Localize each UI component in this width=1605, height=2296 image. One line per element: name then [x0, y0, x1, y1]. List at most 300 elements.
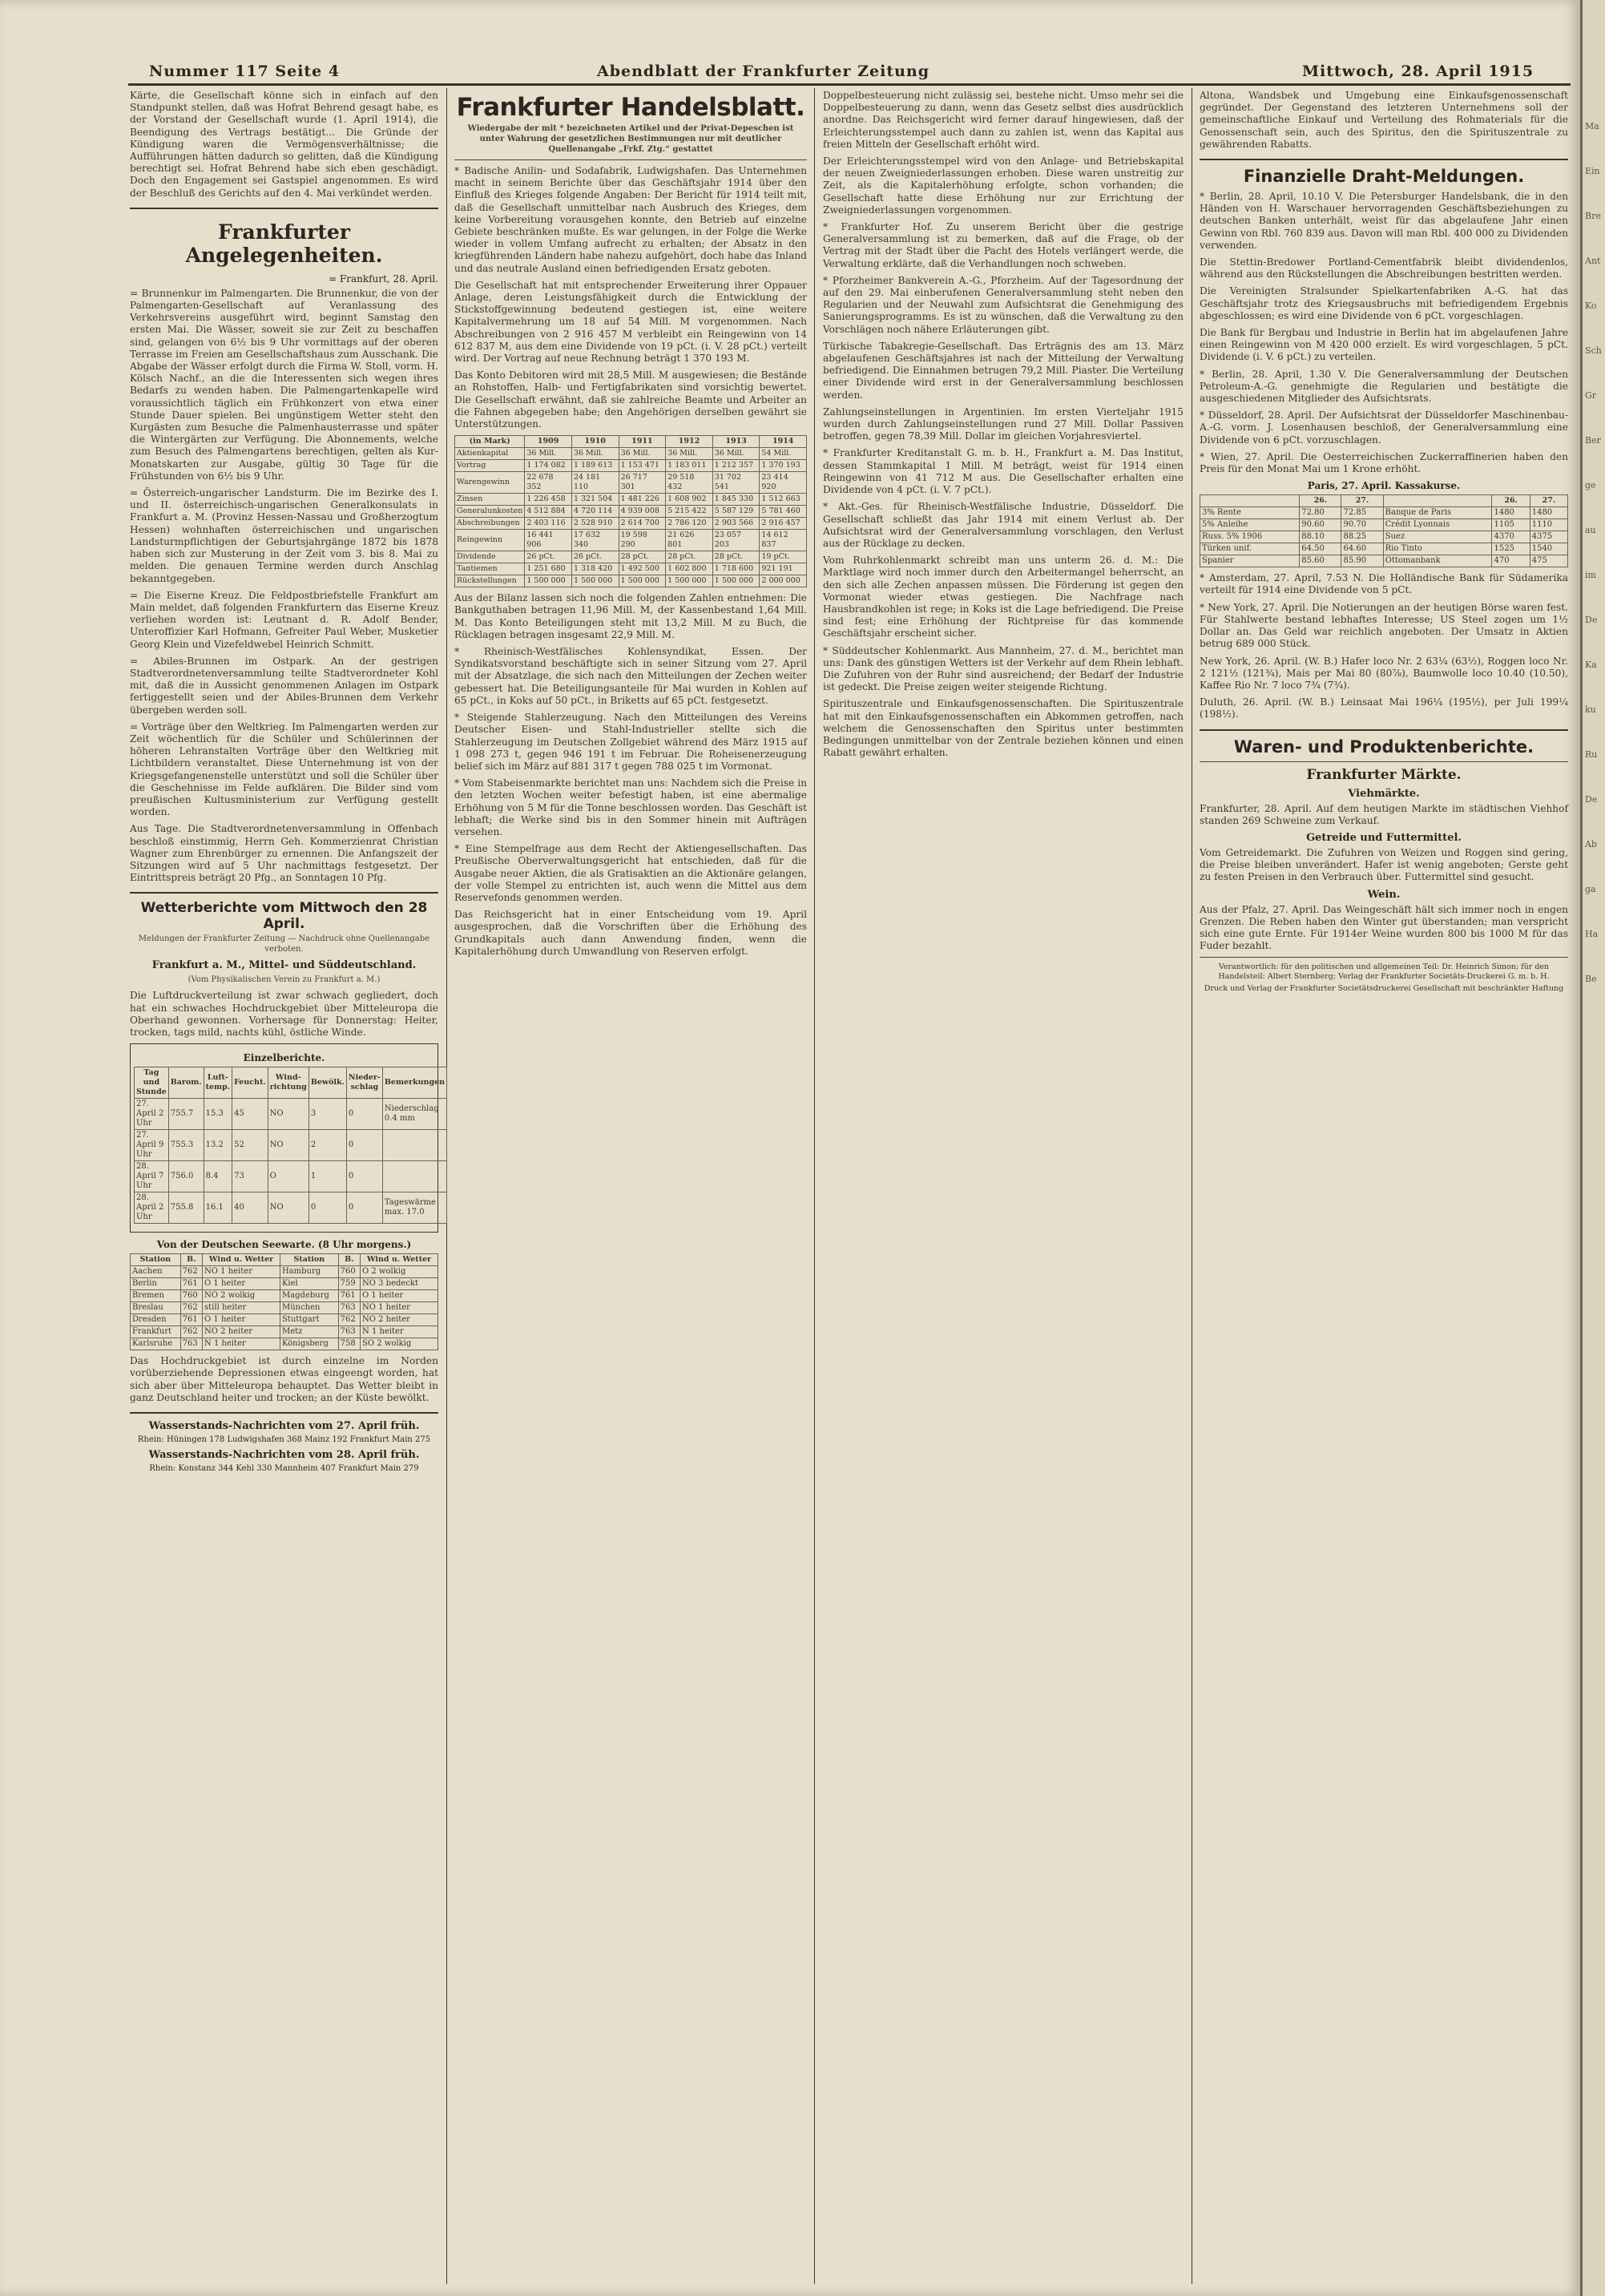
table-cell: 36 Mill. [712, 448, 760, 460]
adjacent-page-fragment: De [1585, 615, 1598, 625]
adjacent-page-fragment: Bre [1585, 211, 1601, 221]
table-cell: 1 492 500 [619, 563, 666, 575]
table-cell: 5 781 460 [760, 506, 807, 518]
header-rule [128, 83, 1571, 86]
waren-heading: Waren- und Produktenberichte. [1233, 736, 1534, 757]
column-1 [130, 90, 446, 2296]
water-level-item: Ludwigshafen 368 [227, 1435, 305, 1444]
wire-report: New York, 26. April. (W. B.) Hafer loco Nr. 2 63¼ (63½), Roggen loco Nr. 2 121½ (121¾), Mais per Mai 80 (80⅞), Baumwolle loco 10.40 (10.50), Kaffee Rio Nr. 7 loco 7¾ (7¾). [1200, 655, 1568, 691]
financial-row [455, 551, 807, 563]
weather-note: Meldungen der Frankfurter Zeitung — Nachdruck ohne Quellenangabe verboten. [138, 934, 430, 954]
table-cell: Crédit Lyonnais [1383, 519, 1492, 531]
table-cell: 2 000 000 [760, 575, 807, 587]
reprint-notice: Wiedergabe der mit * bezeichneten Artikel und der Privat-Depeschen ist unter Wahrung der gesetzlichen Bestimmungen nur mit deutlicher Quellenangabe „Frkf. Ztg.“ gestattet [467, 124, 794, 154]
table-cell: Aktienkapital [455, 448, 525, 460]
market-report: Vom Getreidemarkt. Die Zufuhren von Weizen und Roggen sind gering, die Preise bleiben unverändert. Hafer ist wenig angeboten; Gerste geht zu festen Preisen in den Verbrauch über. Futtermittel sind gesucht. [1200, 846, 1568, 883]
table-cell: Magdeburg [280, 1290, 338, 1302]
table-cell: 470 [1492, 555, 1530, 567]
table-cell: 88.10 [1300, 531, 1341, 543]
weather-row [135, 1192, 447, 1224]
table-cell: 758 [338, 1338, 360, 1350]
table-cell: Warengewinn [455, 472, 525, 494]
business-article: Das Reichsgericht hat in einer Entscheidung vom 19. April ausgesprochen, daß die Vorschriften über die Erhöhung des Grundkapitals auch dann Anwendung finden, wenn die Kapitalerhöhung durch Umwandlung von Reserven erfolgt. [454, 909, 807, 957]
table-cell: 1480 [1492, 507, 1530, 519]
wire-report: * Amsterdam, 27. April, 7.53 N. Die Holländische Bank für Südamerika verteilt für 1914 eine Dividende von 5 pCt. [1200, 572, 1568, 596]
section-divider [1200, 729, 1568, 731]
table-cell: 760 [180, 1290, 202, 1302]
station-row [131, 1266, 438, 1278]
adjacent-page-fragment: ge [1585, 480, 1596, 490]
table-cell: N 1 heiter [361, 1326, 438, 1338]
table-cell: O 1 heiter [361, 1290, 438, 1302]
seewarte-table [130, 1253, 438, 1350]
news-item: = Die Eiserne Kreuz. Die Feldpostbriefstelle Frankfurt am Main meldet, daß folgenden Frankfurtern das Eiserne Kreuz verliehen worden ist: Leutnant d. R. Adolf Bender, Unteroffizier Karl Hofmann, Gefreiter Paul Weber, Musketier Georg Klein und Vizefeldwebel Heinrich Schmitt. [130, 589, 438, 650]
table-cell: Breslau [131, 1302, 181, 1314]
column-2 [454, 90, 807, 2296]
table-cell: 1 212 357 [712, 460, 760, 472]
table-cell: 2 614 700 [619, 518, 666, 530]
table-cell: 762 [180, 1302, 202, 1314]
table-cell: Türken unif. [1200, 543, 1300, 555]
financial-table [454, 435, 807, 587]
financial-row [455, 518, 807, 530]
table-cell: 1 251 680 [525, 563, 572, 575]
table-cell: O 1 heiter [203, 1278, 280, 1290]
exchange-row [1200, 519, 1568, 531]
table-cell: 763 [180, 1338, 202, 1350]
table-cell: Reingewinn [455, 530, 525, 551]
table-cell: NO 1 heiter [361, 1302, 438, 1314]
adjacent-page-fragment: Ber [1585, 435, 1601, 446]
table-cell: 1105 [1492, 519, 1530, 531]
table-cell: 761 [180, 1278, 202, 1290]
weather-region-note: (Vom Physikalischen Verein zu Frankfurt a. M.) [188, 975, 381, 985]
business-article: * Süddeutscher Kohlenmarkt. Aus Mannheim, 27. d. M., berichtet man uns: Dank des günstigen Wetters ist der Verkehr auf dem Rhein lebhaft. Die Zufuhren von der Ruhr sind ausreichend; der Bedarf der Industrie ist gedeckt. Die Preise zeigen weiter steigende Richtung. [823, 644, 1184, 693]
table-cell: Zinsen [455, 494, 525, 506]
handelsblatt-title: Frankfurter Handelsblatt. [456, 93, 805, 122]
table-header-cell: Luft-temp. [204, 1067, 232, 1099]
weather-region: Frankfurt a. M., Mittel- und Süddeutschland. [151, 959, 417, 972]
table-cell: 5 215 422 [666, 506, 713, 518]
table-cell: 0 [346, 1192, 382, 1224]
table-cell: 4 939 008 [619, 506, 666, 518]
table-cell: 475 [1530, 555, 1567, 567]
table-cell: München [280, 1302, 338, 1314]
table-cell: 19 598 290 [619, 530, 666, 551]
table-cell: 4370 [1492, 531, 1530, 543]
table-cell: Stuttgart [280, 1314, 338, 1326]
adjacent-page-fragment: Ab [1585, 839, 1597, 849]
business-article: * Eine Stempelfrage aus dem Recht der Aktiengesellschaften. Das Preußische Oberverwaltungsgericht hat entschieden, daß für die Ausgabe neuer Aktien, die als Gratisaktien an die Aktionäre gelangen, der volle Stempel zu entrichten ist, auch wenn die Mittel aus dem Reservefonds genommen werden. [454, 843, 807, 903]
table-cell: Königsberg [280, 1338, 338, 1350]
adjacent-page-fragment: Ma [1585, 121, 1599, 131]
table-cell: 1110 [1530, 519, 1567, 531]
table-cell: N 1 heiter [203, 1338, 280, 1350]
column-4 [1200, 90, 1568, 2296]
table-cell: NO [268, 1130, 308, 1161]
table-cell: 29 518 432 [666, 472, 713, 494]
table-cell: 45 [232, 1099, 268, 1130]
water-level-heading: Wasserstands-Nachrichten vom 28. April früh. [148, 1449, 420, 1461]
financial-row [455, 563, 807, 575]
vieh-heading: Viehmärkte. [1348, 787, 1420, 800]
water-level-item: Mannheim 407 [274, 1464, 339, 1473]
wire-report: * Berlin, 28. April, 10.10 V. Die Petersburger Handelsbank, die in den Händen von H. Warschauer hervorragenden Geschäftsbeziehungen zu deutschen Banken unterhält, weist für das abgelaufene Jahr einen Gewinn von Rbl. 760 839 aus. Davon will man Rbl. 400 000 zu Dividenden verwenden. [1200, 191, 1568, 251]
table-cell: 1 [308, 1161, 346, 1192]
table-cell: 0 [346, 1161, 382, 1192]
table-cell: 36 Mill. [666, 448, 713, 460]
table-header-cell: 26. [1492, 495, 1530, 507]
table-cell: Spanier [1200, 555, 1300, 567]
table-cell: 755.8 [168, 1192, 204, 1224]
station-row [131, 1278, 438, 1290]
business-article: Aus der Bilanz lassen sich noch die folgenden Zahlen entnehmen: Die Bankguthaben betragen 11,96 Mill. M, der Kassenbestand 1,64 Mill. M. Das Konto Beteiligungen steht mit 13,2 Mill. M zu Buch, die Rücklagen betragen insgesamt 22,9 Mill. M. [454, 592, 807, 640]
rule [1200, 957, 1568, 958]
table-cell: O 1 heiter [203, 1314, 280, 1326]
business-article: * Vom Stabeisenmarkte berichtet man uns: Nachdem sich die Preise in den letzten Wochen weiter befestigt haben, ist eine abermalige Erhöhung von 5 M für die Tonne beschlossen worden. Das Geschäft ist lebhaft; die Werke sind bis in den Sommer hinein mit Aufträgen versehen. [454, 777, 807, 837]
table-cell: 1 500 000 [712, 575, 760, 587]
rule [454, 159, 807, 160]
adjacent-page-fragment: Sch [1585, 345, 1602, 356]
station-row [131, 1326, 438, 1338]
table-cell: 1 183 011 [666, 460, 713, 472]
einzel-heading: Einzelberichte. [243, 1052, 325, 1064]
table-cell: 1 512 663 [760, 494, 807, 506]
table-cell: Rio Tinto [1383, 543, 1492, 555]
business-article: Altona, Wandsbek und Umgebung eine Einkaufsgenossenschaft gegründet. Der Gegenstand des letzteren Unternehmens soll der gemeinschaftliche Einkauf und Verteilung des Rohmaterials für die Genossenschaft sein, auch des Spiritus, den die Spirituszentrale zu gewährenden Rabatts. [1200, 90, 1568, 150]
table-cell: 4375 [1530, 531, 1567, 543]
table-cell: O [268, 1161, 308, 1192]
adjacent-page-edge [1580, 0, 1605, 2296]
table-cell: Berlin [131, 1278, 181, 1290]
table-cell: NO 2 heiter [203, 1326, 280, 1338]
water-level-item: Rhein: Konstanz 344 [149, 1464, 236, 1473]
water-level-heading: Wasserstands-Nachrichten vom 27. April früh. [148, 1420, 420, 1432]
table-header-cell: Bewölk. [308, 1067, 346, 1099]
table-cell: 23 414 920 [760, 472, 807, 494]
table-cell: Aachen [131, 1266, 181, 1278]
table-cell: 755.3 [168, 1130, 204, 1161]
table-header-cell: Wind u. Wetter [203, 1254, 280, 1266]
table-header-cell: 26. [1300, 495, 1341, 507]
table-cell: NO [268, 1099, 308, 1130]
table-cell: 761 [180, 1314, 202, 1326]
table-cell: 26 pCt. [571, 551, 619, 563]
news-item: = Abiles-Brunnen im Ostpark. An der gestrigen Stadtverordnetenversammlung teilte Stadtverordneter Kohl mit, daß die in Aussicht genommenen Anlagen im Ostpark fertiggestellt seien und der Abiles-Brunnen dem Verkehr übergeben werden soll. [130, 655, 438, 716]
table-cell: 72.80 [1300, 507, 1341, 519]
weather-row [135, 1099, 447, 1130]
table-cell: 22 678 352 [525, 472, 572, 494]
table-header-cell: 1912 [666, 436, 713, 448]
adjacent-page-fragment: im [1585, 570, 1596, 580]
newspaper-masthead: Abendblatt der Frankfurter Zeitung [597, 63, 930, 80]
business-article: * Akt.-Ges. für Rheinisch-Westfälische Industrie, Düsseldorf. Die Gesellschaft schließt das Jahr 1914 mit einem Verlust ab. Der Aufsichtsrat wird der Generalversammlung vorschlagen, den Verlust aus der Rücklage zu decken. [823, 501, 1184, 549]
table-cell: 1 718 600 [712, 563, 760, 575]
dateline: = Frankfurt, 28. April. [329, 272, 438, 284]
table-cell: 1 189 613 [571, 460, 619, 472]
table-cell: 3% Rente [1200, 507, 1300, 519]
table-cell: 762 [180, 1326, 202, 1338]
table-cell: Dividende [455, 551, 525, 563]
water-level-item: Frankfurt Main 279 [338, 1464, 419, 1473]
table-cell: Abschreibungen [455, 518, 525, 530]
seewarte-report: Das Hochdruckgebiet ist durch einzelne im Norden vorüberziehende Depressionen etwas eingeengt worden, hat sich aber über Mitteleuropa behauptet. Das Wetter bleibt in ganz Deutschland heiter und trocken; an der Küste bewölkt. [130, 1355, 438, 1403]
table-header-cell: B. [338, 1254, 360, 1266]
table-cell: 72.85 [1341, 507, 1383, 519]
table-cell: Niederschlag 0.4 mm [382, 1099, 446, 1130]
table-cell: 73 [232, 1161, 268, 1192]
station-row [131, 1314, 438, 1326]
adjacent-page-fragment: Ant [1585, 256, 1601, 266]
table-cell: 52 [232, 1130, 268, 1161]
table-cell: NO [268, 1192, 308, 1224]
table-cell: Dresden [131, 1314, 181, 1326]
table-cell: 23 057 203 [712, 530, 760, 551]
business-article: Spirituszentrale und Einkaufsgenossenschaften. Die Spirituszentrale hat mit den Einkaufsgenossenschaften ein Abkommen getroffen, nach welchem die Genossenschaften den Spiritus unter bestimmten Bedingungen unmittelbar von der Zentrale beziehen können und einen Rabatt gewährt erhalten. [823, 698, 1184, 759]
financial-row [455, 472, 807, 494]
imprint: Verantwortlich: für den politischen und allgemeinen Teil: Dr. Heinrich Simon; für den Handelsteil: Albert Sternberg; Verlag der Frankfurter Societäts-Druckerei G. m. b. H. [1218, 962, 1550, 982]
table-cell: still heiter [203, 1302, 280, 1314]
adjacent-page-fragment: Gr [1585, 390, 1597, 401]
table-cell: Karlsruhe [131, 1338, 181, 1350]
table-header-cell: Station [131, 1254, 181, 1266]
market-report: Aus der Pfalz, 27. April. Das Weingeschäft hält sich immer noch in engen Grenzen. Die Reben haben den Winter gut überstanden; man verspricht sich eine gute Ernte. Für 1914er Weine wurden 800 bis 1000 M für das Fuder bezahlt. [1200, 903, 1568, 952]
imprint-printer: Druck und Verlag der Frankfurter Societätsdruckerei Gesellschaft mit beschränkter Haftung [1204, 984, 1564, 994]
table-cell: Vortrag [455, 460, 525, 472]
table-cell: 1 602 800 [666, 563, 713, 575]
business-article: Türkische Tabakregie-Gesellschaft. Das Erträgnis des am 13. März abgelaufenen Geschäftsjahres ist nach der Mitteilung der Verwaltung befriedigend. Die Einnahmen betrugen 79,2 Mill. Piaster. Die Verteilung einer Dividende wird erst in der Generalversammlung beschlossen werden. [823, 340, 1184, 401]
table-cell: 0 [346, 1099, 382, 1130]
exchange-row [1200, 531, 1568, 543]
table-cell: Frankfurt [131, 1326, 181, 1338]
table-cell: 763 [338, 1302, 360, 1314]
financial-row [455, 494, 807, 506]
wire-report: Duluth, 26. April. (W. B.) Leinsaat Mai 196¼ (195½), per Juli 199¼ (198½). [1200, 696, 1568, 720]
table-cell: 31 702 541 [712, 472, 760, 494]
table-cell: 763 [338, 1326, 360, 1338]
water-level-item: Mainz 192 [304, 1435, 350, 1444]
adjacent-page-fragment: Be [1585, 974, 1597, 984]
table-cell: NO 3 bedeckt [361, 1278, 438, 1290]
station-row [131, 1338, 438, 1350]
weather-row [135, 1130, 447, 1161]
table-cell: 1540 [1530, 543, 1567, 555]
table-header-cell: Barom. [168, 1067, 204, 1099]
table-cell: 28 pCt. [712, 551, 760, 563]
adjacent-page-fragment: De [1585, 794, 1598, 805]
markt-heading: Frankfurter Märkte. [1306, 766, 1462, 783]
table-header-cell: 1913 [712, 436, 760, 448]
business-article: Doppelbesteuerung nicht zulässig sei, bestehe nicht. Umso mehr sei die Doppelbesteuerung zu dann, wenn das Gesetz selbst dies ausdrücklich anordne. Das Reichsgericht wird ferner darauf hingewiesen, daß der Erleichterungsstempel auch dann zu zahlen ist, wenn das Kapital aus freien Mitteln der Gesellschaft erhöht wird. [823, 90, 1184, 150]
table-cell: 1 153 471 [619, 460, 666, 472]
weather-forecast: Die Luftdruckverteilung ist zwar schwach gegliedert, doch hat ein schwaches Hochdruckgebiet über Mitteleuropa die Oberhand gewonnen. Vorhersage für Donnerstag: Heiter, trocken, tags mild, nachts kühl, östliche Winde. [130, 990, 438, 1038]
table-cell: 2 528 910 [571, 518, 619, 530]
table-cell: 15.3 [204, 1099, 232, 1130]
adjacent-page-fragment: Ko [1585, 301, 1597, 311]
adjacent-page-fragment: au [1585, 525, 1596, 535]
business-article: Zahlungseinstellungen in Argentinien. Im ersten Vierteljahr 1915 wurden durch Zahlungseinstellungen rund 27 Mill. Dollar Passiven betroffen, gegen 78,39 Mill. Dollar im gleichen Vorjahresviertel. [823, 406, 1184, 442]
table-cell: Suez [1383, 531, 1492, 543]
table-cell: Tantiemen [455, 563, 525, 575]
table-cell: 16.1 [204, 1192, 232, 1224]
table-cell: 64.50 [1300, 543, 1341, 555]
table-cell: 759 [338, 1278, 360, 1290]
table-cell: Metz [280, 1326, 338, 1338]
news-item: = Vorträge über den Weltkrieg. Im Palmengarten werden zur Zeit wöchentlich für die Schüler und Schülerinnen der höheren Lehranstalten Vorträge über den Weltkrieg mit Lichtbildern veranstaltet. Diese Unternehmung ist von der Kriegsgefangenenstelle unterstützt und soll die Schüler über die Geschehnisse im Felde aufklären. Die Bilder sind vom preußischen Kultusministerium zur Verfügung gestellt worden. [130, 720, 438, 818]
table-cell: 28. April 2 Uhr [135, 1192, 169, 1224]
section-divider [130, 892, 438, 894]
table-cell: 26 717 301 [619, 472, 666, 494]
news-item: Aus Tage. Die Stadtverordnetenversammlung in Offenbach beschloß einstimmig, Herrn Geh. Kommerzienrat Christian Wagner zum Ehrenbürger zu ernennen. Die Anfangszeit der Sitzungen wird auf 5 Uhr nachmittags festgesetzt. Der Eintrittspreis beträgt 20 Pfg., an Sonntagen 10 Pfg. [130, 823, 438, 884]
table-header-cell: Wind u. Wetter [361, 1254, 438, 1266]
news-item: = Brunnenkur im Palmengarten. Die Brunnenkur, die von der Palmengarten-Gesellschaft auf Veranlassung des Verkehrsvereins ausgeführt wird, beginnt Samstag den ersten Mai. Die Wässer, soweit sie zur Zeit zu beschaffen sind, gelangen von 6½ bis 9 Uhr vormittags auf der oberen Terrasse im Freien am Gesellschaftshaus zum Ausschank. Die Abgabe der Wässer erfolgt durch die Firma W. Stoll, vorm. H. Kölsch Nachf., an die die Interessenten sich wegen ihres Bedarfs zu wenden haben. Die Palmengartenkapelle wird voraussichtlich täglich ein Frühkonzert von etwa einer Stunde Dauer spielen. Bei ungünstigem Wetter steht den Kurgästen zum Besuche die Palmenhausterrasse und später die Wintergärten zur Verfügung. Die Abonnements, welche zum Besuch des Palmengartens berechtigen, gelten als Kur-Monatskarten zur Ausgabe, gültig 30 Tage für die Frühstunden von 6½ bis 9 Uhr. [130, 287, 438, 482]
table-cell: 40 [232, 1192, 268, 1224]
wire-report: * Berlin, 28. April, 1.30 V. Die Generalversammlung der Deutschen Petroleum-A.-G. genehmigte die Regularien und bestätigte die ausgeschiedenen Mitglieder des Aufsichtsrats. [1200, 368, 1568, 405]
adjacent-page-fragment: ga [1585, 884, 1596, 894]
table-cell: 54 Mill. [760, 448, 807, 460]
table-cell: 28. April 7 Uhr [135, 1161, 169, 1192]
table-cell: 755.7 [168, 1099, 204, 1130]
table-cell: 0 [346, 1130, 382, 1161]
table-cell: 14 612 837 [760, 530, 807, 551]
table-cell: 64.60 [1341, 543, 1383, 555]
business-article: Der Erleichterungsstempel wird von den Anlage- und Betriebskapital der neuen Zweigniederlassungen erhoben. Diese waren unstreitig zur Zeit, als die Kapitalerhöhung erfolgte, schon vorhanden; die Gesellschaft hatte diese Erhöhung nur zur Errichtung der Zweigniederlassungen vorgenommen. [823, 155, 1184, 216]
business-article: * Rheinisch-Westfälisches Kohlensyndikat, Essen. Der Syndikatsvorstand beschäftigte sich in seiner Sitzung vom 27. April mit der Absatzlage, die sich nach den Mitteilungen der Zechen weiter gebessert hat. Die Beteiligungsanteile für Mai wurden in Kohlen auf 65 pCt., in Koks auf 50 pCt., in Briketts auf 65 pCt. festgesetzt. [454, 646, 807, 706]
table-cell: 90.70 [1341, 519, 1383, 531]
table-header-cell: 1911 [619, 436, 666, 448]
table-header-cell: Wind-richtung [268, 1067, 308, 1099]
table-cell: 1 500 000 [666, 575, 713, 587]
station-row [131, 1302, 438, 1314]
exchange-row [1200, 555, 1568, 567]
business-article: * Frankfurter Kreditanstalt G. m. b. H., Frankfurt a. M. Das Institut, dessen Stammkapital 1 Mill. M beträgt, weist für 1914 einen Reingewinn von 41 712 M aus. Die Gesellschafter erhalten eine Dividende von 4 pCt. (i. V. 7 pCt.). [823, 447, 1184, 496]
table-header-cell: Feucht. [232, 1067, 268, 1099]
table-cell: 5% Anleihe [1200, 519, 1300, 531]
table-cell: O 2 wolkig [361, 1266, 438, 1278]
table-cell: 8.4 [204, 1161, 232, 1192]
table-cell: Tageswärme max. 17.0 [382, 1192, 446, 1224]
table-cell: 0 [308, 1192, 346, 1224]
table-header-cell: B. [180, 1254, 202, 1266]
table-cell: 16 441 906 [525, 530, 572, 551]
table-cell: Banque de Paris [1383, 507, 1492, 519]
table-header-cell: 1914 [760, 436, 807, 448]
exchange-row [1200, 507, 1568, 519]
wire-report: * Düsseldorf, 28. April. Der Aufsichtsrat der Düsseldorfer Maschinenbau-A.-G. vorm. J. Losenhausen beschloß, der Generalversammlung eine Dividende von 6 pCt. vorzuschlagen. [1200, 410, 1568, 446]
business-article: Vom Ruhrkohlenmarkt schreibt man uns unterm 26. d. M.: Die Marktlage wird noch immer durch den Arbeitermangel beherrscht, an den sich alle Zechen anpassen müssen. Die Förderung ist gegen den Vormonat wieder etwas gestiegen. Die Nachfrage nach Hausbrandkohlen ist rege; in Koks ist die Lage befriedigend. Die Preise sind fest; eine Erhöhung der Richtpreise für das kommende Geschäftsjahr erscheint sicher. [823, 555, 1184, 640]
wein-heading: Wein. [1367, 888, 1401, 901]
adjacent-page-fragment: Ka [1585, 660, 1597, 670]
table-header-cell: 27. [1341, 495, 1383, 507]
table-header-cell: 1909 [525, 436, 572, 448]
business-article: * Frankfurter Hof. Zu unserem Bericht über die gestrige Generalversammlung ist zu bemerken, daß auf die Frage, ob der Vertrag mit der Stadt über die Pacht des Hotels verlängert werde, die Verwaltung erklärte, daß die Verhandlungen noch schweben. [823, 221, 1184, 269]
table-cell: 1 226 458 [525, 494, 572, 506]
column-rule [814, 88, 815, 2284]
financial-row [455, 575, 807, 587]
section-divider [130, 1412, 438, 1414]
table-cell [382, 1161, 446, 1192]
table-cell: 90.60 [1300, 519, 1341, 531]
table-cell: Generalunkosten [455, 506, 525, 518]
table-cell: NO 2 heiter [361, 1314, 438, 1326]
exchange-table [1200, 494, 1568, 567]
table-header-cell: 27. [1530, 495, 1567, 507]
table-cell: SO 2 wolkig [361, 1338, 438, 1350]
table-cell: 2 403 116 [525, 518, 572, 530]
table-cell: 1 370 193 [760, 460, 807, 472]
table-cell: 36 Mill. [571, 448, 619, 460]
boerse-heading: Paris, 27. April. Kassakurse. [1307, 480, 1461, 492]
table-cell: 1525 [1492, 543, 1530, 555]
news-item: = Österreich-ungarischer Landsturm. Die im Bezirke des I. und II. österreichisch-ungarischen Generalkonsulats in Frankfurt a. M. (Provinz Hessen-Nassau und Großherzogtum Hessen) wohnhaften österreichischen und ungarischen Landsturmpflichtigen der Geburtsjahrgänge 1872 bis 1878 haben sich zur Musterung in der Zeit vom 3. bis 8. Mai zu melden. Die genauen Termine werden durch Anschlag bekanntgegeben. [130, 487, 438, 584]
table-cell: 762 [180, 1266, 202, 1278]
table-header-cell: Nieder-schlag [346, 1067, 382, 1099]
table-header-cell: Bemerkungen [382, 1067, 446, 1099]
table-cell: 2 786 120 [666, 518, 713, 530]
weather-row [135, 1161, 447, 1192]
table-cell: 36 Mill. [619, 448, 666, 460]
table-cell: 85.90 [1341, 555, 1383, 567]
table-cell: 921 191 [760, 563, 807, 575]
adjacent-page-fragment: Ru [1585, 749, 1598, 760]
draht-heading: Finanzielle Draht-Meldungen. [1243, 167, 1525, 187]
table-cell: 19 pCt. [760, 551, 807, 563]
table-cell: 761 [338, 1290, 360, 1302]
table-header-cell: Tag und Stunde [135, 1067, 169, 1099]
table-cell: Kiel [280, 1278, 338, 1290]
table-cell: 28 pCt. [666, 551, 713, 563]
section-divider [1200, 159, 1568, 160]
table-cell: 27. April 2 Uhr [135, 1099, 169, 1130]
table-cell: 13.2 [204, 1130, 232, 1161]
weather-table-box [130, 1043, 446, 1233]
table-cell: 85.60 [1300, 555, 1341, 567]
business-article: Das Konto Debitoren wird mit 28,5 Mill. M ausgewiesen; die Bestände an Rohstoffen, Halb- und Fertigfabrikaten sind vorsichtig bewertet. Die Gesellschaft erwähnt, daß sie zahlreiche Beamte und Arbeiter an die Fahnen abgegeben habe; den Angehörigen derselben gewährt sie Unterstützungen. [454, 369, 807, 430]
table-cell: NO 1 heiter [203, 1266, 280, 1278]
table-cell: 28 pCt. [619, 551, 666, 563]
table-cell [382, 1130, 446, 1161]
table-header-cell [1200, 495, 1300, 507]
table-cell: 1480 [1530, 507, 1567, 519]
wire-report: Die Stettin-Bredower Portland-Cementfabrik bleibt dividendenlos, während aus den Rückstellungen die Abschreibungen bestritten werden. [1200, 256, 1568, 280]
table-cell: 760 [338, 1266, 360, 1278]
business-article: * Badische Anilin- und Sodafabrik, Ludwigshafen. Das Unternehmen macht in seinem Berichte über das Geschäftsjahr 1914 über den Einfluß des Krieges folgende Angaben: Der Bericht für 1914 teilt mit, daß die Gesellschaft unmittelbar nach Ausbruch des Krieges, dem keine Vorbereitung vorausgehen konnte, den Betrieb auf einzelne Gebiete beschränken mußte. Es war gelungen, in der Folge die Werke wieder in vollem Umfang aufrecht zu erhalten; der Absatz in den kriegführenden Ländern habe nahezu aufgehört, doch habe das Inland und das neutrale Ausland einen befriedigenden Ersatz geboten. [454, 165, 807, 274]
business-article: * Steigende Stahlerzeugung. Nach den Mitteilungen des Vereins Deutscher Eisen- und Stahl-Industrieller stellte sich die Stahlerzeugung im Deutschen Zollgebiet während des März 1915 auf 1 098 273 t, gegen 946 191 t im Februar. Die Roheisenerzeugung belief sich im März auf 881 317 t gegen 788 025 t im Vormonat. [454, 712, 807, 772]
table-cell: 756.0 [168, 1161, 204, 1192]
table-cell: 36 Mill. [525, 448, 572, 460]
table-cell: 21 626 801 [666, 530, 713, 551]
financial-row [455, 448, 807, 460]
station-row [131, 1290, 438, 1302]
rule [1200, 761, 1568, 762]
table-cell: Ottomanbank [1383, 555, 1492, 567]
wire-report: Die Bank für Bergbau und Industrie in Berlin hat im abgelaufenen Jahre einen Reingewinn von M 420 000 erzielt. Es wird vorgeschlagen, 5 pCt. Dividende (i. V. 6 pCt.) zu verteilen. [1200, 327, 1568, 363]
table-cell: 762 [338, 1314, 360, 1326]
water-level-list [130, 1464, 438, 1473]
table-cell: Hamburg [280, 1266, 338, 1278]
financial-row [455, 506, 807, 518]
table-cell: 2 916 457 [760, 518, 807, 530]
section-heading: Frankfurter Angelegenheiten. [185, 220, 383, 267]
section-divider [130, 208, 438, 209]
business-article: * Pforzheimer Bankverein A.-G., Pforzheim. Auf der Tagesordnung der auf den 29. Mai einberufenen Generalversammlung steht neben den Regularien und der Neuwahl zum Aufsichtsrat die Genehmigung des Sanierungsprogramms. Es ist zu wünschen, daß die Verwaltung zu den Vorschlägen noch nähere Erläuterungen gibt. [823, 274, 1184, 335]
business-article: Die Gesellschaft hat mit entsprechender Erweiterung ihrer Oppauer Anlage, deren Leistungsfähigkeit durch die Entwicklung der Stickstoffgewinnung bedeutend gestiegen ist, eine weitere Kapitalvermehrung um 18 auf 54 Mill. M vorgenommen. Nach Abschreibungen von 2 916 457 M verbleibt ein Reingewinn von 14 612 837 M, aus dem eine Dividende von 19 pCt. (i. V. 28 pCt.) verteilt wird. Der Vortrag auf neue Rechnung beträgt 1 370 193 M. [454, 279, 807, 365]
table-cell: 2 [308, 1130, 346, 1161]
water-level-list [130, 1435, 438, 1444]
exchange-row [1200, 543, 1568, 555]
table-cell: 1 500 000 [525, 575, 572, 587]
table-cell: 1 500 000 [619, 575, 666, 587]
